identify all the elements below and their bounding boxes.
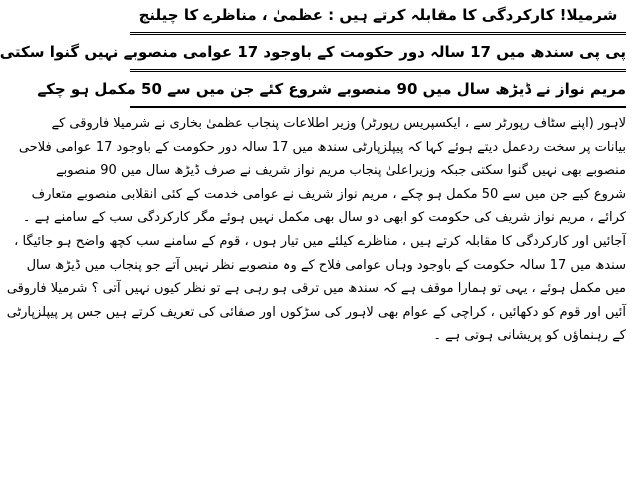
headline-main: شرمیلا! کارکردگی کا مقابلہ کرتے ہیں : عظمیٰ ، مناظرے کا چیلنج <box>138 6 618 24</box>
body-line: آجائیں اور کارکردگی کا مقابلہ کرتے ہیں ، مناظرے کیلئے میں تیار ہوں ، قوم کے سامنے سب کچھ واضح ہو جائیگا ، <box>14 233 626 249</box>
headline-divider <box>130 69 626 72</box>
body-line: آئیں اور قوم کو دکھائیں ، کراچی کے عوام بھی لاہور کی سڑکوں اور صفائی کی تعریف کرتے ہیں جس پر پیپلزپارٹی <box>6 304 626 320</box>
body-line: لاہور (اپنے سٹاف رپورٹر سے ، ایکسپریس رپورٹر) وزیر اطلاعات پنجاب عظمیٰ بخاری نے شرمیلا فاروقی کے <box>51 116 626 131</box>
body-line: میں مکمل ہوئے ، یہی تو ہمارا موقف ہے کہ سندھ میں ترقی ہو رہی ہے تو نظر کیوں نہیں آتی ؟ شرمیلا فاروقی <box>6 281 626 297</box>
headline-divider <box>130 106 626 108</box>
headline-divider <box>130 32 626 35</box>
body-line: بیانات پر سخت ردعمل دیتے ہوئے کہا کہ پیپلزپارٹی سندھ میں 17 سالہ دور حکومت کے باوجود 17 عوامی فلاحی <box>18 139 626 155</box>
headline-sub-1: پی پی سندھ میں 17 سالہ دور حکومت کے باوجود 17 عوامی منصوبے نہیں گنوا سکتی <box>0 43 626 61</box>
article-body <box>6 112 626 348</box>
headline-sub-2: مریم نواز نے ڈیڑھ سال میں 90 منصوبے شروع کئے جن میں سے 50 مکمل ہو چکے <box>37 80 626 98</box>
body-line: سندھ میں 17 سالہ حکومت کے باوجود وہاں عوامی فلاح کے وہ منصوبے نظر نہیں آتے جو پنجاب میں ڈیڑھ سال <box>26 257 626 273</box>
body-line: کے رہنماؤں کو پریشانی ہوتی ہے ۔ <box>433 328 626 344</box>
body-line: شروع کیے جن میں سے 50 مکمل ہو چکے ، مریم نواز شریف نے عوامی خدمت کے کئی انقلابی منصوبے متعارف <box>31 186 626 202</box>
body-line: منصوبے بھی نہیں گنوا سکتی جبکہ وزیراعلیٰ پنجاب مریم نواز شریف نے صرف ڈیڑھ سال میں 90 منصوبے <box>56 163 626 179</box>
body-line: کرائے ، مریم نواز شریف کی حکومت کو ابھی دو سال بھی مکمل نہیں ہوئے مگر کارکردگی سب کے سامنے ہے ۔ <box>22 210 626 226</box>
